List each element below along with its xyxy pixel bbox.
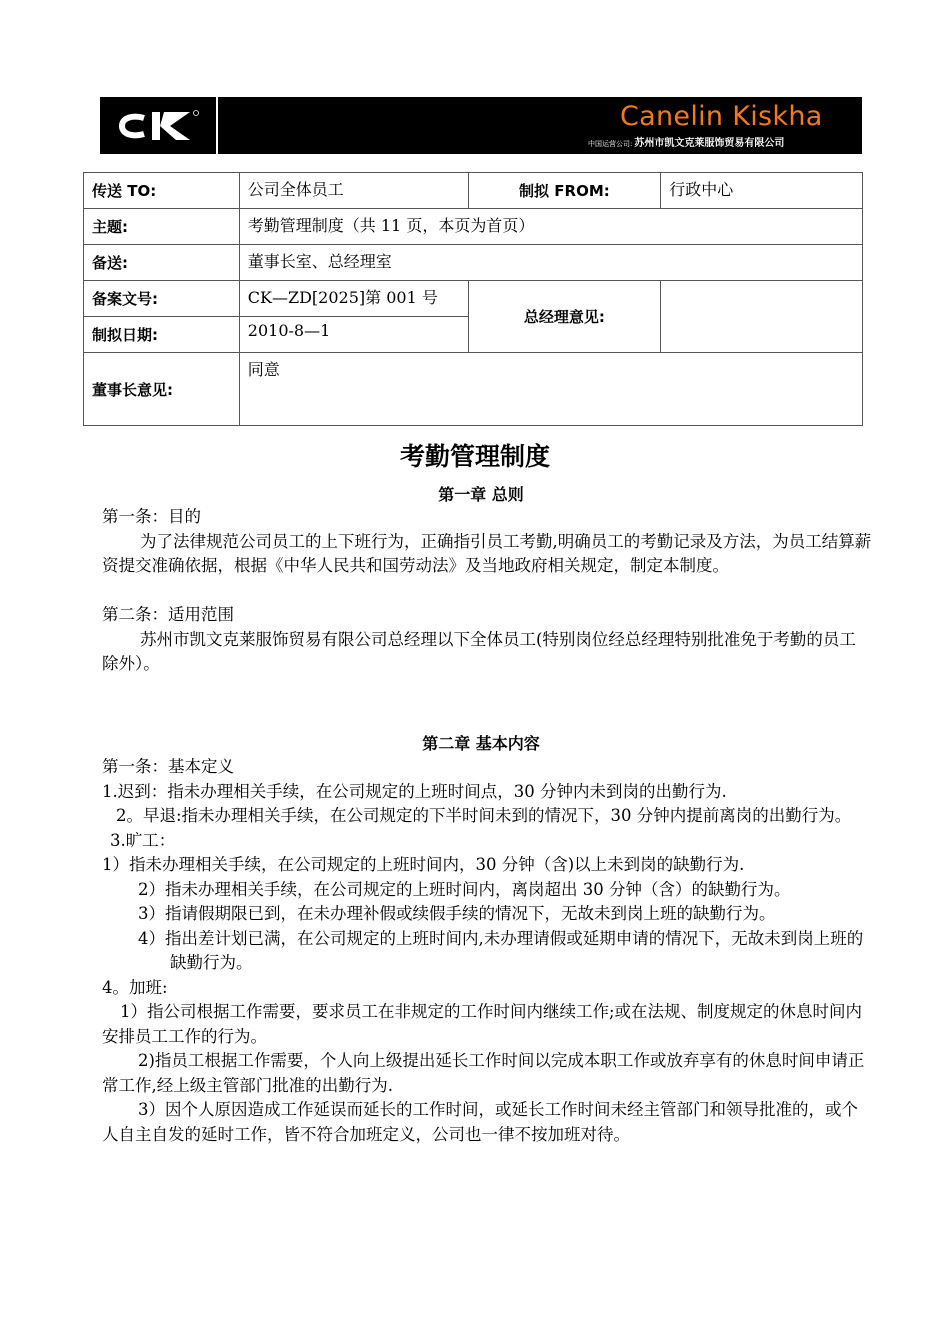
- article-heading: 第一条：基本定义: [102, 757, 234, 776]
- article-paragraph: 为了法律规范公司员工的上下班行为，正确指引员工考勤,明确员工的考勤记录及方法，为员工结算薪资提交准确依据，根据《中华人民共和国劳动法》及当地政府相关规定，制定本制度。: [102, 531, 872, 575]
- list-item: 4）指出差计划已满，在公司规定的上班时间内,未办理请假或延期申请的情况下，无故未到岗上班的缺勤行为。: [138, 928, 864, 972]
- definition-early: 2。早退:指未办理相关手续，在公司规定的下半时间未到的情况下，30 分钟内提前离岗的出勤行为。: [116, 806, 852, 825]
- list-item: 2）指未办理相关手续，在公司规定的上班时间内，离岗超出 30 分钟（含）的缺勤行为。: [138, 879, 791, 899]
- header-banner: [100, 97, 862, 154]
- to-value: 公司全体员工: [239, 173, 468, 209]
- gm-opinion-label: 总经理意见:: [468, 281, 661, 353]
- company-logo: [100, 97, 218, 154]
- memo-table: [83, 172, 863, 426]
- list-item: 2)指员工根据工作需要，个人向上级提出延长工作时间以完成本职工作或放弃享有的休息时间申请正常工作,经上级主管部门批准的出勤行为.: [102, 1051, 865, 1095]
- cc-value: 董事长室、总经理室: [239, 245, 862, 281]
- chapter-1-heading: 第一章 总则: [438, 485, 524, 504]
- company-name-text: 苏州市凯文克莱服饰贸易有限公司: [634, 138, 785, 149]
- list-item: 3）指请假期限已到，在未办理补假或续假手续的情况下，无故未到岗上班的缺勤行为。: [138, 904, 776, 923]
- company-name: [588, 134, 784, 149]
- subject-label: 主题:: [84, 209, 240, 245]
- list-item: 1）指公司根据工作需要，要求员工在非规定的工作时间内继续工作;或在法规、制度规定的休息时间内安排员工工作的行为。: [102, 1002, 863, 1046]
- from-value: 行政中心: [661, 173, 863, 209]
- definition-absent-heading: 3.旷工：: [110, 830, 176, 850]
- document-title: 考勤管理制度: [399, 442, 550, 471]
- article-heading: 第一条：目的: [102, 507, 201, 526]
- to-label: 传送 TO:: [84, 173, 240, 209]
- list-item: 1）指未办理相关手续，在公司规定的上班时间内，30 分钟（含)以上未到岗的缺勤行为.: [102, 855, 745, 874]
- company-prefix: 中国运营公司:: [588, 140, 633, 148]
- chapter-2-content: [102, 755, 872, 1147]
- file-no-label: 备案文号:: [84, 281, 240, 317]
- file-no-value: CK—ZD[2025]第 001 号: [239, 281, 468, 317]
- chairman-opinion-label: 董事长意见:: [84, 353, 240, 426]
- article-heading: 第二条：适用范围: [102, 605, 234, 624]
- from-label: 制拟 FROM:: [468, 173, 661, 209]
- chairman-opinion-value: 同意: [239, 353, 862, 426]
- gm-opinion-value: [661, 281, 863, 353]
- chapter-2-heading: 第二章 基本内容: [422, 734, 540, 753]
- date-label: 制拟日期:: [84, 317, 240, 353]
- cc-label: 备送:: [84, 245, 240, 281]
- date-value: 2010-8—1: [239, 317, 468, 353]
- chapter-1-content: [102, 505, 872, 677]
- list-item: 3）因个人原因造成工作延误而延长的工作时间，或延长工作时间未经主管部门和领导批准的，或个人自主自发的延时工作，皆不符合加班定义，公司也一律不按加班对待。: [102, 1100, 858, 1144]
- definition-late: 1.迟到：指未办理相关手续，在公司规定的上班时间点，30 分钟内未到岗的出勤行为.: [102, 781, 727, 801]
- brand-name: Canelin Kiskha: [620, 101, 823, 132]
- ck-logo-icon: [116, 109, 202, 143]
- blank-line: [102, 579, 872, 604]
- definition-overtime-heading: 4。加班:: [102, 977, 168, 997]
- article-paragraph: 苏州市凯文克莱服饰贸易有限公司总经理以下全体员工(特别岗位经总经理特别批准免于考勤的员工除外）。: [102, 629, 856, 673]
- subject-value: 考勤管理制度（共 11 页，本页为首页）: [239, 209, 862, 245]
